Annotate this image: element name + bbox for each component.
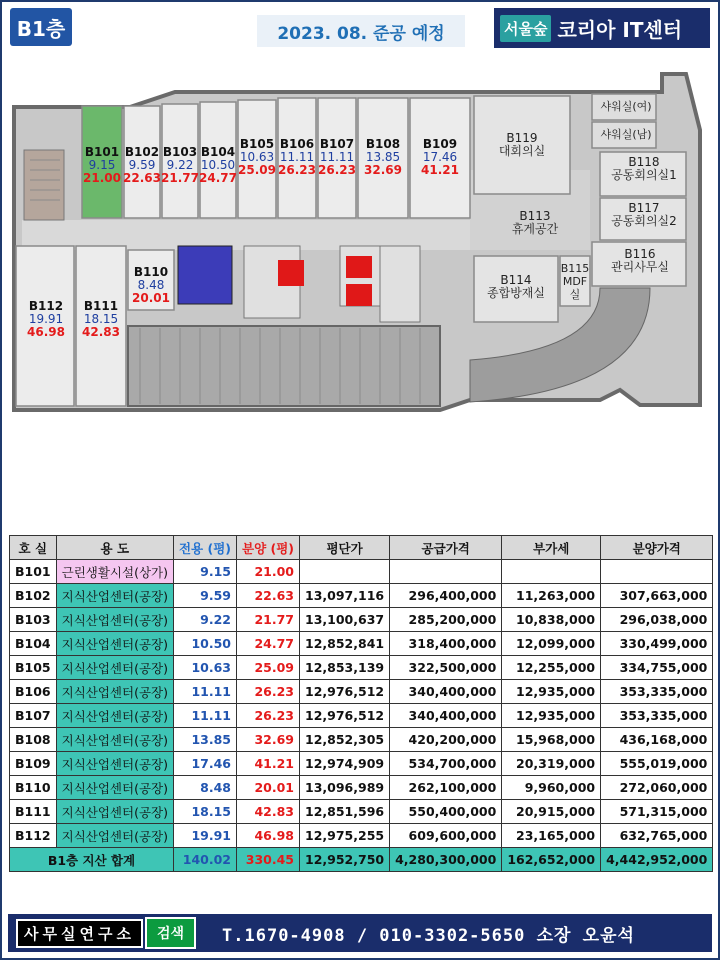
cell-unit-price: 12,952,750	[300, 848, 390, 872]
room-area: 18.15	[83, 312, 119, 326]
cell-area: 10.63	[173, 656, 236, 680]
cell-use: 지식산업센터(공장)	[56, 584, 173, 608]
shower-male	[594, 128, 658, 141]
room-id: B118	[628, 155, 660, 169]
room-id: B114	[500, 273, 532, 287]
table-row	[10, 560, 713, 584]
room-id: B115	[560, 262, 590, 275]
cell-area: 9.15	[173, 560, 236, 584]
table-row	[10, 704, 713, 728]
cell-vat: 12,935,000	[502, 680, 601, 704]
table-row	[10, 680, 713, 704]
cell-total: 571,315,000	[601, 800, 713, 824]
table-row	[10, 584, 713, 608]
room-b112	[22, 300, 70, 339]
cell-use: 지식산업센터(공장)	[56, 800, 173, 824]
room-b106	[276, 138, 318, 177]
room-area: 10.50	[200, 158, 236, 172]
room-b103	[160, 146, 200, 185]
shower-female	[594, 100, 658, 113]
table-row	[10, 752, 713, 776]
room-b119	[484, 132, 560, 158]
room-b101	[82, 146, 122, 185]
cell-vat: 11,263,000	[502, 584, 601, 608]
room-name: 관리사무실	[611, 260, 669, 274]
footer-bar	[8, 914, 712, 952]
cell-supply: 550,400,000	[390, 800, 502, 824]
room-b116	[600, 248, 680, 274]
cell-unit-price: 12,851,596	[300, 800, 390, 824]
room-sale: 42.83	[82, 325, 120, 339]
cell-vat: 23,165,000	[502, 824, 601, 848]
cell-unit: B109	[10, 752, 57, 776]
cell-vat: 10,838,000	[502, 608, 601, 632]
col-unit-price: 평단가	[300, 536, 390, 560]
cell-unit-price: 12,974,909	[300, 752, 390, 776]
room-b113	[490, 210, 580, 236]
cell-sale-area: 24.77	[237, 632, 300, 656]
room-name: 샤워실(여)	[600, 100, 652, 113]
cell-vat: 12,255,000	[502, 656, 601, 680]
col-vat: 부가세	[502, 536, 601, 560]
table-row	[10, 608, 713, 632]
brand-name: 코리아 IT센터	[557, 17, 683, 42]
cell-sale-area: 42.83	[237, 800, 300, 824]
cell-unit-price: 13,097,116	[300, 584, 390, 608]
office-search-box: 사무실연구소	[16, 919, 143, 948]
room-area: 17.46	[422, 150, 458, 164]
cell-vat	[502, 560, 601, 584]
room-area: 9.59	[128, 158, 156, 172]
cell-total: 330,499,000	[601, 632, 713, 656]
cell-area: 9.22	[173, 608, 236, 632]
cell-unit: B105	[10, 656, 57, 680]
room-id: B119	[506, 131, 538, 145]
room-b114	[478, 274, 554, 300]
cell-vat: 15,968,000	[502, 728, 601, 752]
room-id: B103	[162, 145, 198, 159]
cell-vat: 9,960,000	[502, 776, 601, 800]
cell-total: 353,335,000	[601, 680, 713, 704]
room-id: B108	[365, 137, 401, 151]
cell-total: 334,755,000	[601, 656, 713, 680]
cell-unit-price: 12,975,255	[300, 824, 390, 848]
table-row	[10, 776, 713, 800]
cell-area: 11.11	[173, 680, 236, 704]
room-area: 11.11	[319, 150, 355, 164]
col-sale-area: 분양 (평)	[237, 536, 300, 560]
price-table	[9, 535, 713, 872]
room-name: MDF실	[562, 275, 588, 301]
cell-use: 지식산업센터(공장)	[56, 704, 173, 728]
room-id: B113	[519, 209, 551, 223]
room-id: B111	[83, 299, 119, 313]
cell-supply: 4,280,300,000	[390, 848, 502, 872]
cell-vat: 20,319,000	[502, 752, 601, 776]
cell-unit-price: 12,976,512	[300, 704, 390, 728]
cell-unit-price: 12,852,841	[300, 632, 390, 656]
cell-sale-area: 32.69	[237, 728, 300, 752]
cell-unit: B111	[10, 800, 57, 824]
room-b107	[316, 138, 358, 177]
cell-area: 19.91	[173, 824, 236, 848]
room-sale: 20.01	[132, 291, 170, 305]
room-id: B106	[279, 137, 315, 151]
room-sale: 46.98	[27, 325, 65, 339]
cell-area: 10.50	[173, 632, 236, 656]
room-sale: 26.23	[278, 163, 316, 177]
cell-total: 296,038,000	[601, 608, 713, 632]
cell-total: 4,442,952,000	[601, 848, 713, 872]
room-id: B102	[124, 145, 160, 159]
cell-sale-area: 21.00	[237, 560, 300, 584]
cell-sale-area: 20.01	[237, 776, 300, 800]
room-name: 종합방재실	[487, 286, 545, 300]
room-sale: 21.77	[161, 171, 199, 185]
cell-sale-area: 46.98	[237, 824, 300, 848]
cell-total: 555,019,000	[601, 752, 713, 776]
room-area: 9.22	[166, 158, 194, 172]
cell-sale-area: 22.63	[237, 584, 300, 608]
room-area: 8.48	[137, 278, 165, 292]
cell-supply: 262,100,000	[390, 776, 502, 800]
table-row	[10, 824, 713, 848]
cell-area: 140.02	[173, 848, 236, 872]
room-sale: 24.77	[199, 171, 237, 185]
room-b118	[604, 156, 684, 182]
cell-area: 13.85	[173, 728, 236, 752]
col-use: 용 도	[56, 536, 173, 560]
brand-logo	[494, 8, 710, 48]
cell-total: 272,060,000	[601, 776, 713, 800]
col-area: 전용 (평)	[173, 536, 236, 560]
cell-total: 436,168,000	[601, 728, 713, 752]
cell-vat: 20,915,000	[502, 800, 601, 824]
cell-supply: 322,500,000	[390, 656, 502, 680]
room-name: 샤워실(남)	[600, 128, 652, 141]
room-b108	[360, 138, 406, 177]
cell-unit: B104	[10, 632, 57, 656]
cell-vat: 12,099,000	[502, 632, 601, 656]
cell-supply: 340,400,000	[390, 704, 502, 728]
cell-unit-price: 12,976,512	[300, 680, 390, 704]
room-name: 공동회의실2	[611, 214, 677, 228]
cell-supply: 296,400,000	[390, 584, 502, 608]
floor-plan	[0, 70, 720, 420]
cell-total: 353,335,000	[601, 704, 713, 728]
room-id: B105	[239, 137, 275, 151]
room-name: 휴게공간	[511, 222, 559, 236]
cell-sale-area: 330.45	[237, 848, 300, 872]
cell-vat: 162,652,000	[502, 848, 601, 872]
cell-use: 지식산업센터(공장)	[56, 824, 173, 848]
room-b115	[558, 262, 592, 301]
room-sale: 25.09	[238, 163, 276, 177]
col-unit: 호 실	[10, 536, 57, 560]
cell-supply: 340,400,000	[390, 680, 502, 704]
cell-total	[601, 560, 713, 584]
room-sale: 41.21	[421, 163, 459, 177]
cell-sale-area: 25.09	[237, 656, 300, 680]
room-b109	[416, 138, 464, 177]
cell-supply: 420,200,000	[390, 728, 502, 752]
cell-unit: B110	[10, 776, 57, 800]
cell-area: 11.11	[173, 704, 236, 728]
cell-area: 9.59	[173, 584, 236, 608]
cell-unit-price: 12,853,139	[300, 656, 390, 680]
room-id: B109	[422, 137, 458, 151]
cell-supply: 318,400,000	[390, 632, 502, 656]
contact-phone: T.1670-4908 / 010-3302-5650 소장 오윤석	[222, 925, 635, 946]
cell-unit-price	[300, 560, 390, 584]
cell-sale-area: 21.77	[237, 608, 300, 632]
room-id: B107	[319, 137, 355, 151]
table-row	[10, 728, 713, 752]
cell-use: 지식산업센터(공장)	[56, 632, 173, 656]
cell-total-label: B1층 지산 합계	[10, 848, 174, 872]
cell-use: 지식산업센터(공장)	[56, 776, 173, 800]
cell-supply: 534,700,000	[390, 752, 502, 776]
room-sale: 22.63	[123, 171, 161, 185]
room-b104	[197, 146, 239, 185]
room-name: 대회의실	[498, 144, 546, 158]
cell-supply: 609,600,000	[390, 824, 502, 848]
room-id: B112	[28, 299, 64, 313]
cell-vat: 12,935,000	[502, 704, 601, 728]
room-b111	[78, 300, 124, 339]
room-id: B104	[200, 145, 236, 159]
cell-unit: B108	[10, 728, 57, 752]
cell-sale-area: 26.23	[237, 704, 300, 728]
cell-total: 307,663,000	[601, 584, 713, 608]
cell-unit: B107	[10, 704, 57, 728]
cell-unit: B102	[10, 584, 57, 608]
completion-date: 2023. 08. 준공 예정	[257, 15, 465, 47]
room-id: B116	[624, 247, 656, 261]
cell-use: 지식산업센터(공장)	[56, 752, 173, 776]
room-area: 19.91	[28, 312, 64, 326]
room-area: 9.15	[88, 158, 116, 172]
cell-unit: B112	[10, 824, 57, 848]
room-b110	[130, 266, 172, 305]
cell-supply	[390, 560, 502, 584]
table-row	[10, 800, 713, 824]
room-sale: 26.23	[318, 163, 356, 177]
search-button[interactable]: 검색	[145, 917, 196, 949]
room-sale: 21.00	[83, 171, 121, 185]
room-area: 11.11	[279, 150, 315, 164]
cell-use: 지식산업센터(공장)	[56, 608, 173, 632]
room-id: B117	[628, 201, 660, 215]
room-name: 공동회의실1	[611, 168, 677, 182]
brand-prefix: 서울숲	[500, 15, 551, 42]
room-area: 10.63	[239, 150, 275, 164]
cell-area: 17.46	[173, 752, 236, 776]
col-total: 분양가격	[601, 536, 713, 560]
table-row	[10, 656, 713, 680]
room-b105	[236, 138, 278, 177]
cell-use: 지식산업센터(공장)	[56, 680, 173, 704]
cell-unit-price: 13,096,989	[300, 776, 390, 800]
cell-unit-price: 13,100,637	[300, 608, 390, 632]
cell-area: 8.48	[173, 776, 236, 800]
table-total-row	[10, 848, 713, 872]
cell-unit: B106	[10, 680, 57, 704]
cell-unit: B101	[10, 560, 57, 584]
room-b102	[122, 146, 162, 185]
room-id: B101	[84, 145, 120, 159]
room-id: B110	[133, 265, 169, 279]
floor-badge: B1층	[10, 8, 72, 46]
col-supply: 공급가격	[390, 536, 502, 560]
room-b117	[604, 202, 684, 228]
table-row	[10, 632, 713, 656]
cell-total: 632,765,000	[601, 824, 713, 848]
cell-sale-area: 41.21	[237, 752, 300, 776]
cell-use: 지식산업센터(공장)	[56, 656, 173, 680]
cell-area: 18.15	[173, 800, 236, 824]
cell-unit: B103	[10, 608, 57, 632]
cell-use: 근린생활시설(상가)	[56, 560, 173, 584]
floor-plan-drawing	[0, 70, 720, 420]
cell-unit-price: 12,852,305	[300, 728, 390, 752]
room-sale: 32.69	[364, 163, 402, 177]
cell-use: 지식산업센터(공장)	[56, 728, 173, 752]
table-header-row	[10, 536, 713, 560]
cell-supply: 285,200,000	[390, 608, 502, 632]
room-area: 13.85	[365, 150, 401, 164]
cell-sale-area: 26.23	[237, 680, 300, 704]
